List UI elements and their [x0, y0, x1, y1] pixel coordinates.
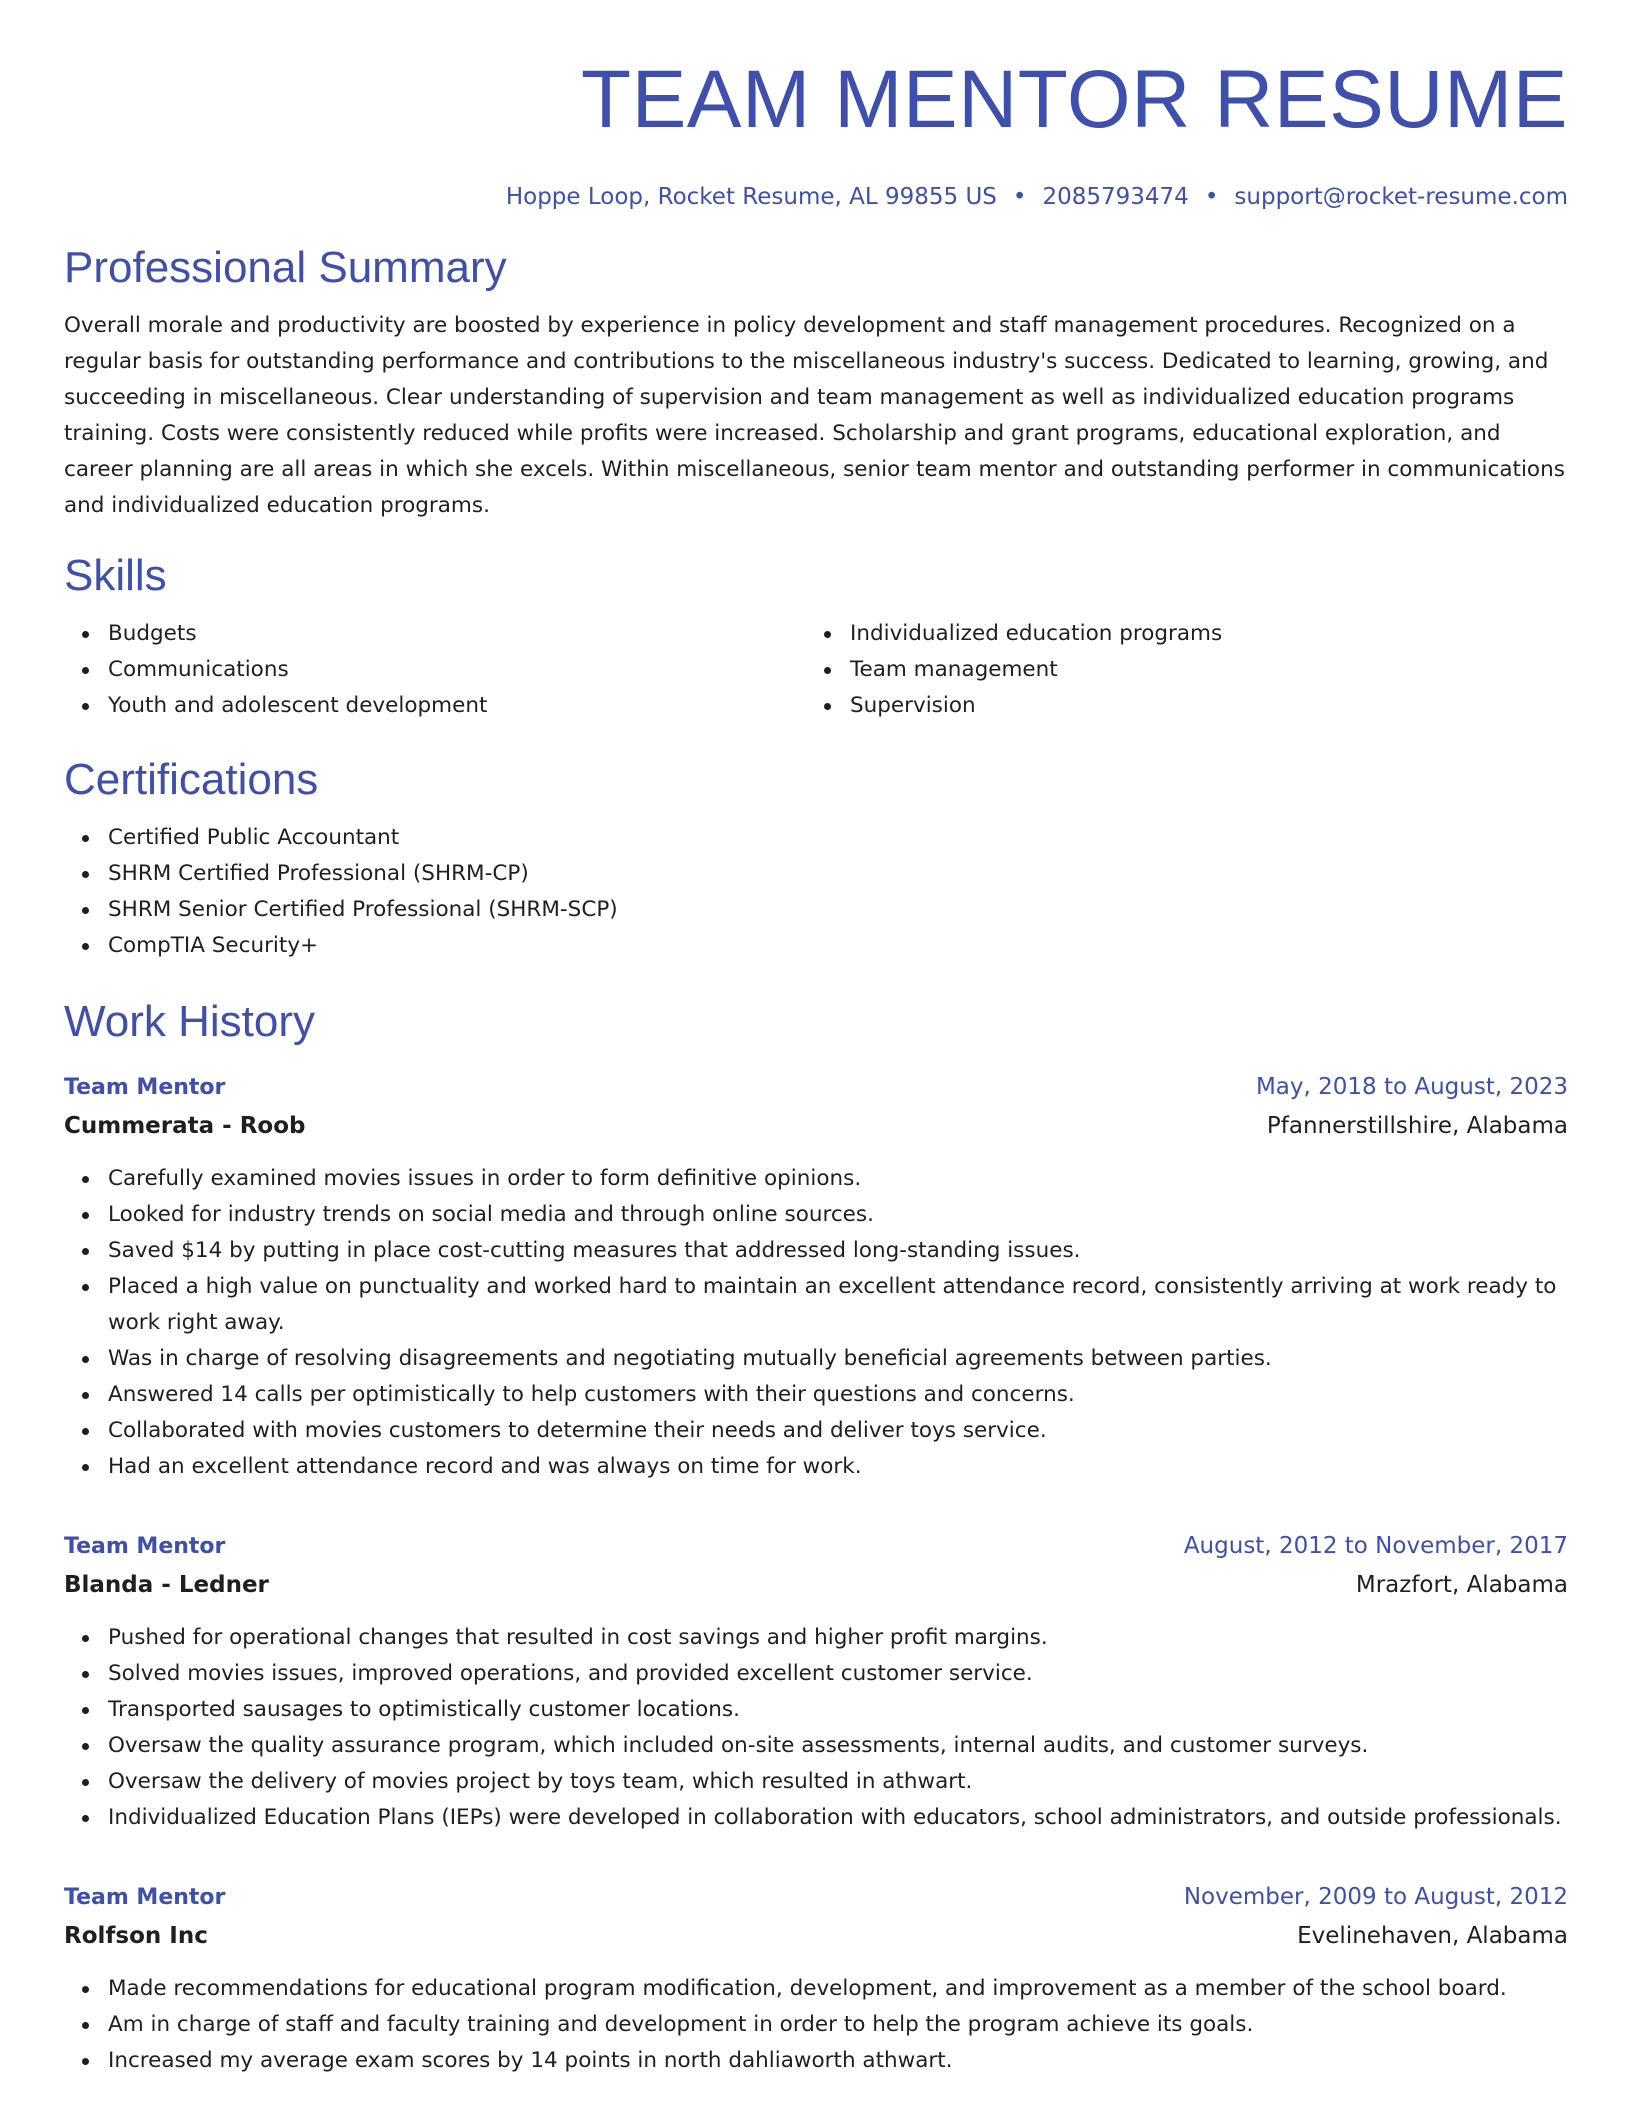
job-bullets: [64, 1161, 1568, 1485]
resume-header: [64, 0, 1568, 212]
skill-item: Team management: [850, 652, 1548, 688]
contact-email: support@rocket-resume.com: [1234, 184, 1568, 210]
contact-line: [64, 182, 1568, 212]
skills-grid: [64, 616, 1568, 724]
job-bullet: Pushed for operational changes that resulted in cost savings and higher profit margins.: [108, 1620, 1568, 1656]
skill-item: Budgets: [108, 616, 806, 652]
job-location: Mrazfort, Alabama: [1355, 1572, 1568, 1598]
skills-list-left: [64, 616, 806, 724]
job-bullet: Looked for industry trends on social media and through online sources.: [108, 1197, 1568, 1233]
job-bullet: Transported sausages to optimistically customer locations.: [108, 1692, 1568, 1728]
job-bullet: Had an excellent attendance record and was always on time for work.: [108, 1449, 1568, 1485]
contact-separator: •: [1204, 184, 1219, 210]
job-title-row: [64, 1068, 1568, 1107]
job-entry: [64, 1068, 1568, 1485]
skill-item: Supervision: [850, 688, 1548, 724]
job-bullet: Oversaw the quality assurance program, which included on-site assessments, internal audits, and customer surveys.: [108, 1728, 1568, 1764]
skills-column-right: [806, 616, 1548, 724]
certification-item: SHRM Certified Professional (SHRM-CP): [108, 856, 1568, 892]
job-bullet: Collaborated with movies customers to determine their needs and deliver toys service.: [108, 1413, 1568, 1449]
job-company-row: [64, 1107, 1568, 1145]
job-company: Rolfson Inc: [64, 1923, 208, 1949]
contact-address: Hoppe Loop, Rocket Resume, AL 99855 US: [505, 184, 997, 210]
job-company-row: [64, 1566, 1568, 1604]
job-title-row: [64, 1527, 1568, 1566]
contact-phone: 2085793474: [1042, 184, 1189, 210]
skills-list-right: [806, 616, 1548, 724]
contact-separator: •: [1012, 184, 1027, 210]
job-dates: August, 2012 to November, 2017: [1183, 1533, 1568, 1559]
work-history-heading: Work History: [64, 997, 315, 1046]
resume-name: TEAM MENTOR RESUME: [581, 54, 1568, 145]
job-location: Evelinehaven, Alabama: [1297, 1923, 1568, 1949]
skill-item: Communications: [108, 652, 806, 688]
job-company: Blanda - Ledner: [64, 1572, 269, 1598]
job-bullet: Oversaw the delivery of movies project by toys team, which resulted in athwart.: [108, 1764, 1568, 1800]
job-bullet: Individualized Education Plans (IEPs) were developed in collaboration with educators, school administrators, and outside professionals.: [108, 1800, 1568, 1836]
summary-text: Overall morale and productivity are boosted by experience in policy development and staff management procedures. Recognized on a regular basis for outstanding performance and contributions to the miscellaneous industry's success. Dedicated to learning, growing, and succeeding in miscellaneous. Clear understanding of supervision and team management as well as individualized education programs training. Costs were consistently reduced while profits were increased. Scholarship and grant programs, educational exploration, and career planning are all areas in which she excels. Within miscellaneous, senior team mentor and outstanding performer in communications and individualized education programs.: [64, 313, 1565, 518]
job-dates: November, 2009 to August, 2012: [1183, 1884, 1568, 1910]
summary-heading: Professional Summary: [64, 243, 507, 292]
job-bullet: Was in charge of resolving disagreements and negotiating mutually beneficial agreements between parties.: [108, 1341, 1568, 1377]
job-bullet: Am in charge of staff and faculty training and development in order to help the program achieve its goals.: [108, 2007, 1568, 2043]
job-entry: [64, 1878, 1568, 2079]
job-location: Pfannerstillshire, Alabama: [1266, 1113, 1568, 1139]
job-bullets: [64, 1620, 1568, 1836]
job-bullet: Answered 14 calls per optimistically to help customers with their questions and concerns.: [108, 1377, 1568, 1413]
resume-page: [64, 0, 1568, 2079]
job-bullet: Solved movies issues, improved operations, and provided excellent customer service.: [108, 1656, 1568, 1692]
job-bullet: Saved $14 by putting in place cost-cutting measures that addressed long-standing issues.: [108, 1233, 1568, 1269]
skill-item: Youth and adolescent development: [108, 688, 806, 724]
certification-item: SHRM Senior Certified Professional (SHRM-SCP): [108, 892, 1568, 928]
job-title: Team Mentor: [64, 1885, 226, 1910]
certifications-list: [64, 820, 1568, 964]
job-bullet: Made recommendations for educational program modification, development, and improvement as a member of the school board.: [108, 1971, 1568, 2007]
job-company: Cummerata - Roob: [64, 1113, 306, 1139]
job-bullet: Increased my average exam scores by 14 points in north dahliaworth athwart.: [108, 2043, 1568, 2079]
job-dates: May, 2018 to August, 2023: [1255, 1074, 1568, 1100]
certification-item: CompTIA Security+: [108, 928, 1568, 964]
job-entry: [64, 1527, 1568, 1836]
certifications-heading: Certifications: [64, 755, 319, 804]
skill-item: Individualized education programs: [850, 616, 1548, 652]
job-title: Team Mentor: [64, 1075, 226, 1100]
job-bullet: Carefully examined movies issues in order to form definitive opinions.: [108, 1161, 1568, 1197]
job-title: Team Mentor: [64, 1534, 226, 1559]
job-company-row: [64, 1917, 1568, 1955]
job-title-row: [64, 1878, 1568, 1917]
certification-item: Certified Public Accountant: [108, 820, 1568, 856]
job-bullets: [64, 1971, 1568, 2079]
job-bullet: Placed a high value on punctuality and worked hard to maintain an excellent attendance record, consistently arriving at work ready to work right away.: [108, 1269, 1568, 1341]
skills-heading: Skills: [64, 551, 167, 600]
skills-column-left: [64, 616, 806, 724]
